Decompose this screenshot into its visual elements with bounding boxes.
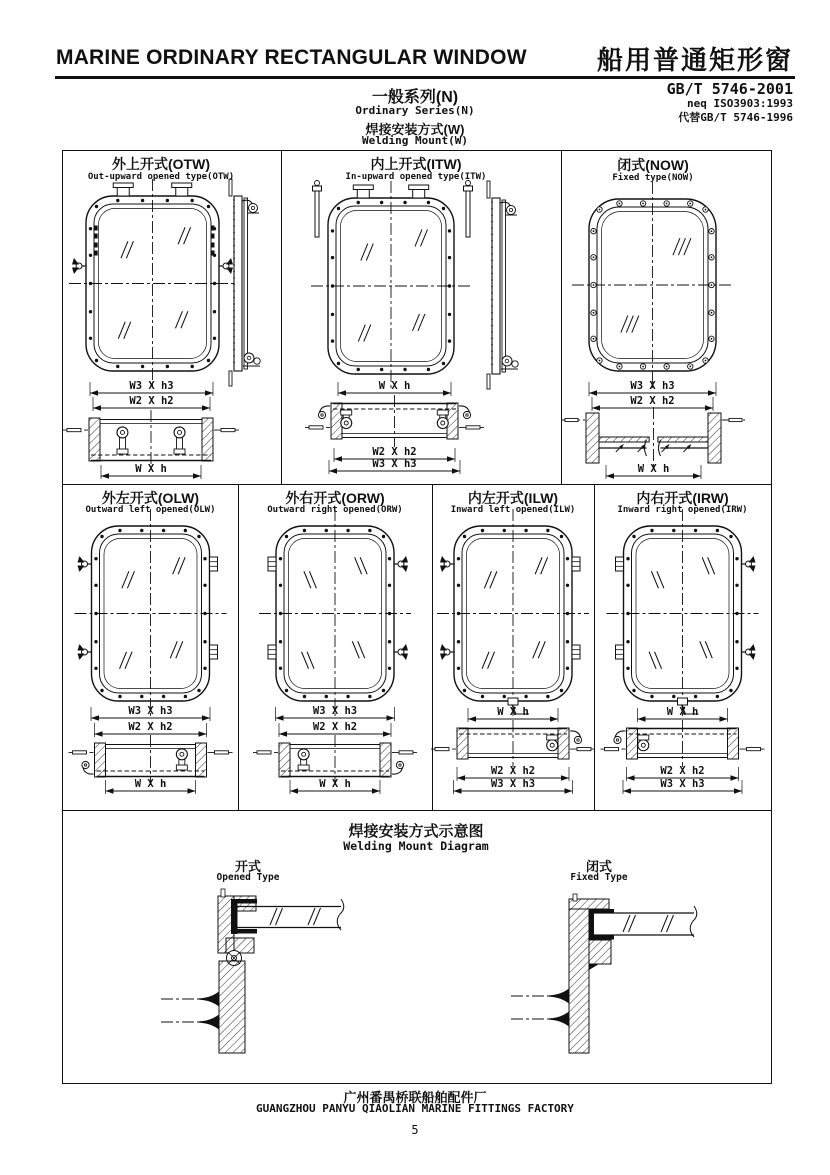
dimension-label: W3 X h3 xyxy=(372,458,417,470)
panel-title-en: In-upward opened type(ITW) xyxy=(345,172,487,182)
dimension-label: W2 X h2 xyxy=(129,395,174,407)
dimension-label: W X h xyxy=(378,380,411,392)
panel-title-cn: 外上开式(OTW) xyxy=(112,156,210,172)
page-number: 5 xyxy=(411,1123,419,1137)
welding-title-cn: 焊接安装方式示意图 xyxy=(348,823,484,840)
dimension-label: W2 X h2 xyxy=(372,446,417,458)
orw-technical-drawing xyxy=(238,484,432,810)
olw-technical-drawing xyxy=(63,484,238,810)
dimension-label: W X h xyxy=(637,463,670,475)
dimension-label: W X h xyxy=(497,706,529,718)
panel-welding-diagram xyxy=(63,810,771,1083)
panel-title-en: Out-upward opened type(OTW) xyxy=(87,172,235,182)
factory-name-cn: 广州番禺桥联船舶配件厂 xyxy=(343,1090,487,1105)
mount-label-en: Welding Mount(W) xyxy=(362,134,468,147)
dimension-label: W2 X h2 xyxy=(630,395,675,407)
dimension-label: W X h xyxy=(134,778,167,790)
dimension-label: W2 X h2 xyxy=(660,765,705,777)
dimension-label: W2 X h2 xyxy=(312,721,358,733)
dimension-label: W3 X h3 xyxy=(312,705,358,717)
panel-title-cn: 内右开式(IRW) xyxy=(636,490,729,506)
standard-equivalent: neq ISO3903:1993 xyxy=(687,97,793,110)
panel-orw xyxy=(238,484,432,810)
otw-technical-drawing xyxy=(63,151,281,484)
panel-title-en: Outward right opened(ORW) xyxy=(267,505,403,515)
panel-title-cn: 外左开式(OLW) xyxy=(101,490,200,506)
opened-type-label-en: Opened Type xyxy=(216,872,280,883)
fixed-type-label-en: Fixed Type xyxy=(570,872,628,883)
dimension-label: W3 X h3 xyxy=(129,380,174,392)
irw-technical-drawing xyxy=(594,484,771,810)
opened-type-label-cn: 开式 xyxy=(234,859,262,874)
panel-ilw xyxy=(432,484,594,810)
welding-title-en: Welding Mount Diagram xyxy=(343,839,489,853)
panel-title-en: Inward right opened(IRW) xyxy=(617,505,748,515)
itw-technical-drawing xyxy=(281,151,561,484)
fixed-type-label-cn: 闭式 xyxy=(585,859,613,874)
panel-title-en: Fixed type(NOW) xyxy=(612,173,694,183)
panel-title-cn: 闭式(NOW) xyxy=(617,157,689,173)
panel-title-cn: 内上开式(ITW) xyxy=(370,156,462,172)
dimension-label: W3 X h3 xyxy=(630,380,675,392)
panel-title-cn: 外右开式(ORW) xyxy=(285,490,385,506)
series-label-cn: 一般系列(N) xyxy=(371,89,459,106)
dimension-label: W3 X h3 xyxy=(490,778,536,790)
panel-title-en: Outward left opened(OLW) xyxy=(85,505,216,515)
page-title-cn: 船用普通矩形窗 xyxy=(596,45,793,75)
standard-replaces: 代替GB/T 5746-1996 xyxy=(678,111,793,124)
title-divider xyxy=(55,76,795,79)
ilw-technical-drawing xyxy=(432,484,594,810)
panel-title-cn: 内左开式(ILW) xyxy=(467,490,559,506)
panel-irw xyxy=(594,484,771,810)
dimension-label: W X h xyxy=(135,463,167,475)
standard-code: GB/T 5746-2001 xyxy=(666,80,793,98)
page-title-en: MARINE ORDINARY RECTANGULAR WINDOW xyxy=(56,46,527,69)
dimension-label: W X h xyxy=(319,778,351,790)
panel-title-en: Inward left opened(ILW) xyxy=(450,505,576,515)
dimension-label: W2 X h2 xyxy=(128,721,173,733)
dimension-label: W3 X h3 xyxy=(660,778,705,790)
panel-now xyxy=(561,151,771,484)
series-label-en: Ordinary Series(N) xyxy=(355,104,475,117)
panel-itw xyxy=(281,151,561,484)
dimension-label: W2 X h2 xyxy=(490,765,536,777)
mount-label-cn: 焊接安装方式(W) xyxy=(365,122,465,137)
now-technical-drawing xyxy=(561,151,771,484)
panel-olw xyxy=(63,484,238,810)
factory-name-en: GUANGZHOU PANYU QIAOLIAN MARINE FITTINGS FACTORY xyxy=(256,1102,574,1115)
dimension-label: W3 X h3 xyxy=(128,705,173,717)
panel-otw xyxy=(63,151,281,484)
drawing-sheet xyxy=(62,150,772,1084)
dimension-label: W X h xyxy=(666,706,699,718)
